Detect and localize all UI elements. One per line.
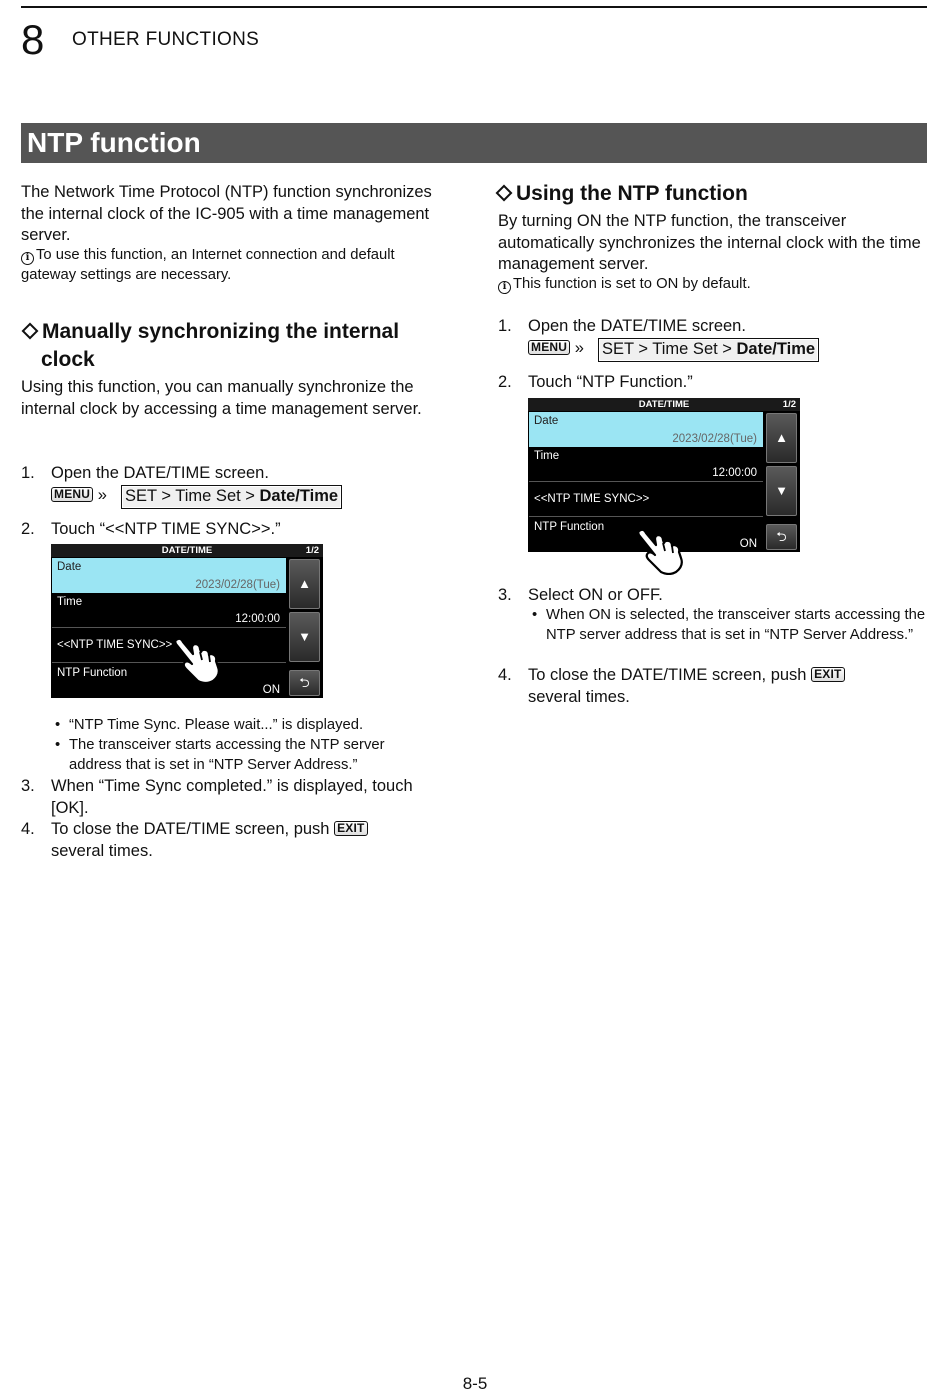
info-icon: i <box>21 252 34 265</box>
section-title: NTP function <box>27 127 201 158</box>
scroll-up-button[interactable]: ▲ <box>766 413 797 463</box>
default-note: i This function is set to ON by default. <box>498 275 923 295</box>
using-ntp-heading: Using the NTP function <box>495 180 748 208</box>
scroll-down-button[interactable]: ▼ <box>766 466 797 516</box>
back-button[interactable]: ⮌ <box>289 670 320 696</box>
diamond-icon <box>22 323 39 340</box>
intro-note: i To use this function, an Internet connection and default gateway settings are necessary. <box>21 247 395 283</box>
menu-path: MENU » <box>51 486 107 505</box>
scroll-down-button[interactable]: ▼ <box>289 612 320 662</box>
menu-path-box: SET > Time Set > Date/Time <box>598 338 819 362</box>
chapter-title: OTHER FUNCTIONS <box>72 29 260 50</box>
menu-path: MENU » <box>528 339 584 358</box>
section-header <box>21 123 927 163</box>
chapter-number: 8 <box>21 16 45 63</box>
diamond-icon <box>496 185 513 202</box>
bullet-on-selected: • When ON is selected, the transceiver starts accessing the NTP server address that is set in “NTP Server Address.” <box>546 606 926 645</box>
lcd-row-ntp-sync[interactable]: <<NTP TIME SYNC>> <box>52 629 286 663</box>
lcd-header: DATE/TIME 1/2 <box>51 544 323 557</box>
menu-path-box: SET > Time Set > Date/Time <box>121 485 342 509</box>
exit-key: EXIT <box>334 821 367 836</box>
manual-sync-heading-line2: clock <box>41 348 95 371</box>
touch-hand-icon <box>636 527 690 575</box>
lcd-row-ntp-function[interactable]: NTP Function ON <box>534 521 757 550</box>
bullet-wait: • “NTP Time Sync. Please wait...” is displayed. <box>69 716 459 736</box>
intro-text: The Network Time Protocol (NTP) function synchronizes the internal clock of the IC-905 with a time management server. <box>21 183 432 244</box>
exit-key: EXIT <box>811 667 844 682</box>
touch-hand-icon <box>173 636 227 684</box>
manual-sync-desc: Using this function, you can manually synchronize the internal clock by accessing a time management server. <box>21 378 422 418</box>
manual-sync-heading: Manually synchronizing the internal <box>21 318 399 346</box>
page-number: 8-5 <box>462 1374 488 1390</box>
top-rule <box>21 6 927 8</box>
menu-key: MENU <box>51 487 93 502</box>
lcd-header: DATE/TIME 1/2 <box>528 398 800 411</box>
lcd-row-date[interactable]: Date 2023/02/28(Tue) <box>52 558 286 593</box>
info-icon: i <box>498 281 511 294</box>
bullet-accessing: • The transceiver starts accessing the NTP server address that is set in “NTP Server Address.” <box>69 736 439 775</box>
scroll-up-button[interactable]: ▲ <box>289 559 320 609</box>
lcd-row-date[interactable]: Date 2023/02/28(Tue) <box>529 412 763 447</box>
lcd-row-time[interactable]: Time 12:00:00 <box>52 593 286 628</box>
lcd-row-ntp-sync[interactable]: <<NTP TIME SYNC>> <box>529 483 763 517</box>
lcd-row-time[interactable]: Time 12:00:00 <box>529 447 763 482</box>
menu-key: MENU <box>528 340 570 355</box>
using-ntp-desc: By turning ON the NTP function, the transceiver automatically synchronizes the internal clock with the time management server. <box>498 212 921 273</box>
lcd-row-ntp-function[interactable]: NTP Function ON <box>57 667 280 696</box>
back-button[interactable]: ⮌ <box>766 524 797 550</box>
